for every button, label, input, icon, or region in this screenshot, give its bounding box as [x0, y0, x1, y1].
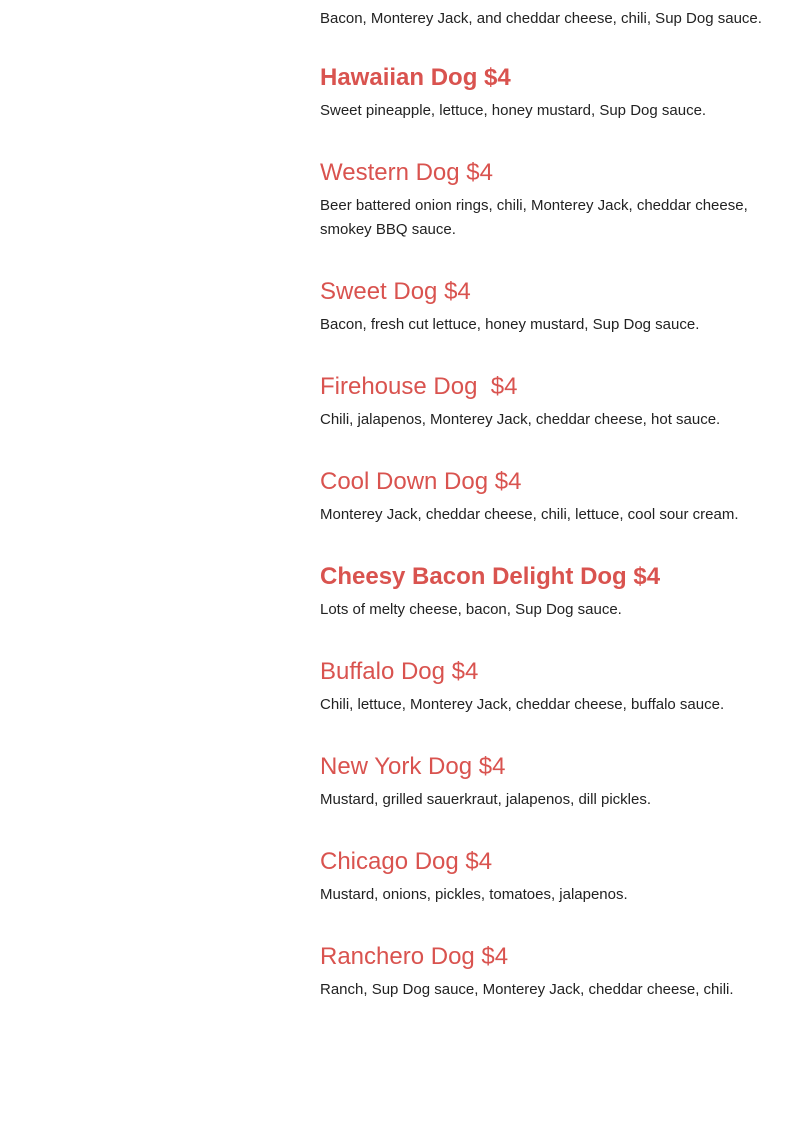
menu-item-description: Mustard, grilled sauerkraut, jalapenos, dill pickles. [320, 791, 651, 808]
menu-item-title: Firehouse Dog $4 [320, 373, 518, 400]
menu-item-title: Chicago Dog $4 [320, 848, 493, 875]
menu-item-title: Sweet Dog $4 [320, 278, 471, 305]
menu-item-buffalo-dog [320, 658, 770, 717]
menu-item-description: Monterey Jack, cheddar cheese, chili, lettuce, cool sour cream. [320, 506, 739, 523]
menu-item-western-dog [320, 159, 770, 242]
menu-item-ranchero-dog [320, 943, 770, 1002]
menu-item-description: Bacon, fresh cut lettuce, honey mustard, Sup Dog sauce. [320, 316, 700, 333]
menu-item-title: Cheesy Bacon Delight Dog $4 [320, 563, 661, 590]
menu-item-cheesy-bacon-delight-dog [320, 563, 770, 622]
menu-item-title: Western Dog $4 [320, 159, 493, 186]
menu-item-description: Sweet pineapple, lettuce, honey mustard, Sup Dog sauce. [320, 102, 707, 119]
menu-item-description: Bacon, Monterey Jack, and cheddar cheese, chili, Sup Dog sauce. [320, 10, 762, 27]
menu-item-title: New York Dog $4 [320, 753, 506, 780]
menu-item-new-york-dog [320, 753, 770, 812]
menu-item-chicago-dog [320, 848, 770, 907]
menu-item-hawaiian-dog [320, 64, 770, 123]
menu-item-sweet-dog [320, 278, 770, 337]
menu-item-description: Ranch, Sup Dog sauce, Monterey Jack, cheddar cheese, chili. [320, 981, 734, 998]
menu-item-cool-down-dog [320, 468, 770, 527]
menu-item-title: Ranchero Dog $4 [320, 943, 509, 970]
menu-item-title: Buffalo Dog $4 [320, 658, 479, 685]
menu-item-description: Chili, lettuce, Monterey Jack, cheddar cheese, buffalo sauce. [320, 696, 725, 713]
menu-item-firehouse-dog [320, 373, 770, 432]
menu-item-title: Hawaiian Dog $4 [320, 64, 511, 91]
menu-item-title: Cool Down Dog $4 [320, 468, 522, 495]
menu-item-description: Chili, jalapenos, Monterey Jack, cheddar cheese, hot sauce. [320, 411, 721, 428]
menu-item-description: Beer battered onion rings, chili, Monterey Jack, cheddar cheese, smokey BBQ sauce. [320, 197, 748, 238]
menu-item-description: Lots of melty cheese, bacon, Sup Dog sauce. [320, 601, 622, 618]
menu-item-description: Mustard, onions, pickles, tomatoes, jalapenos. [320, 886, 628, 903]
